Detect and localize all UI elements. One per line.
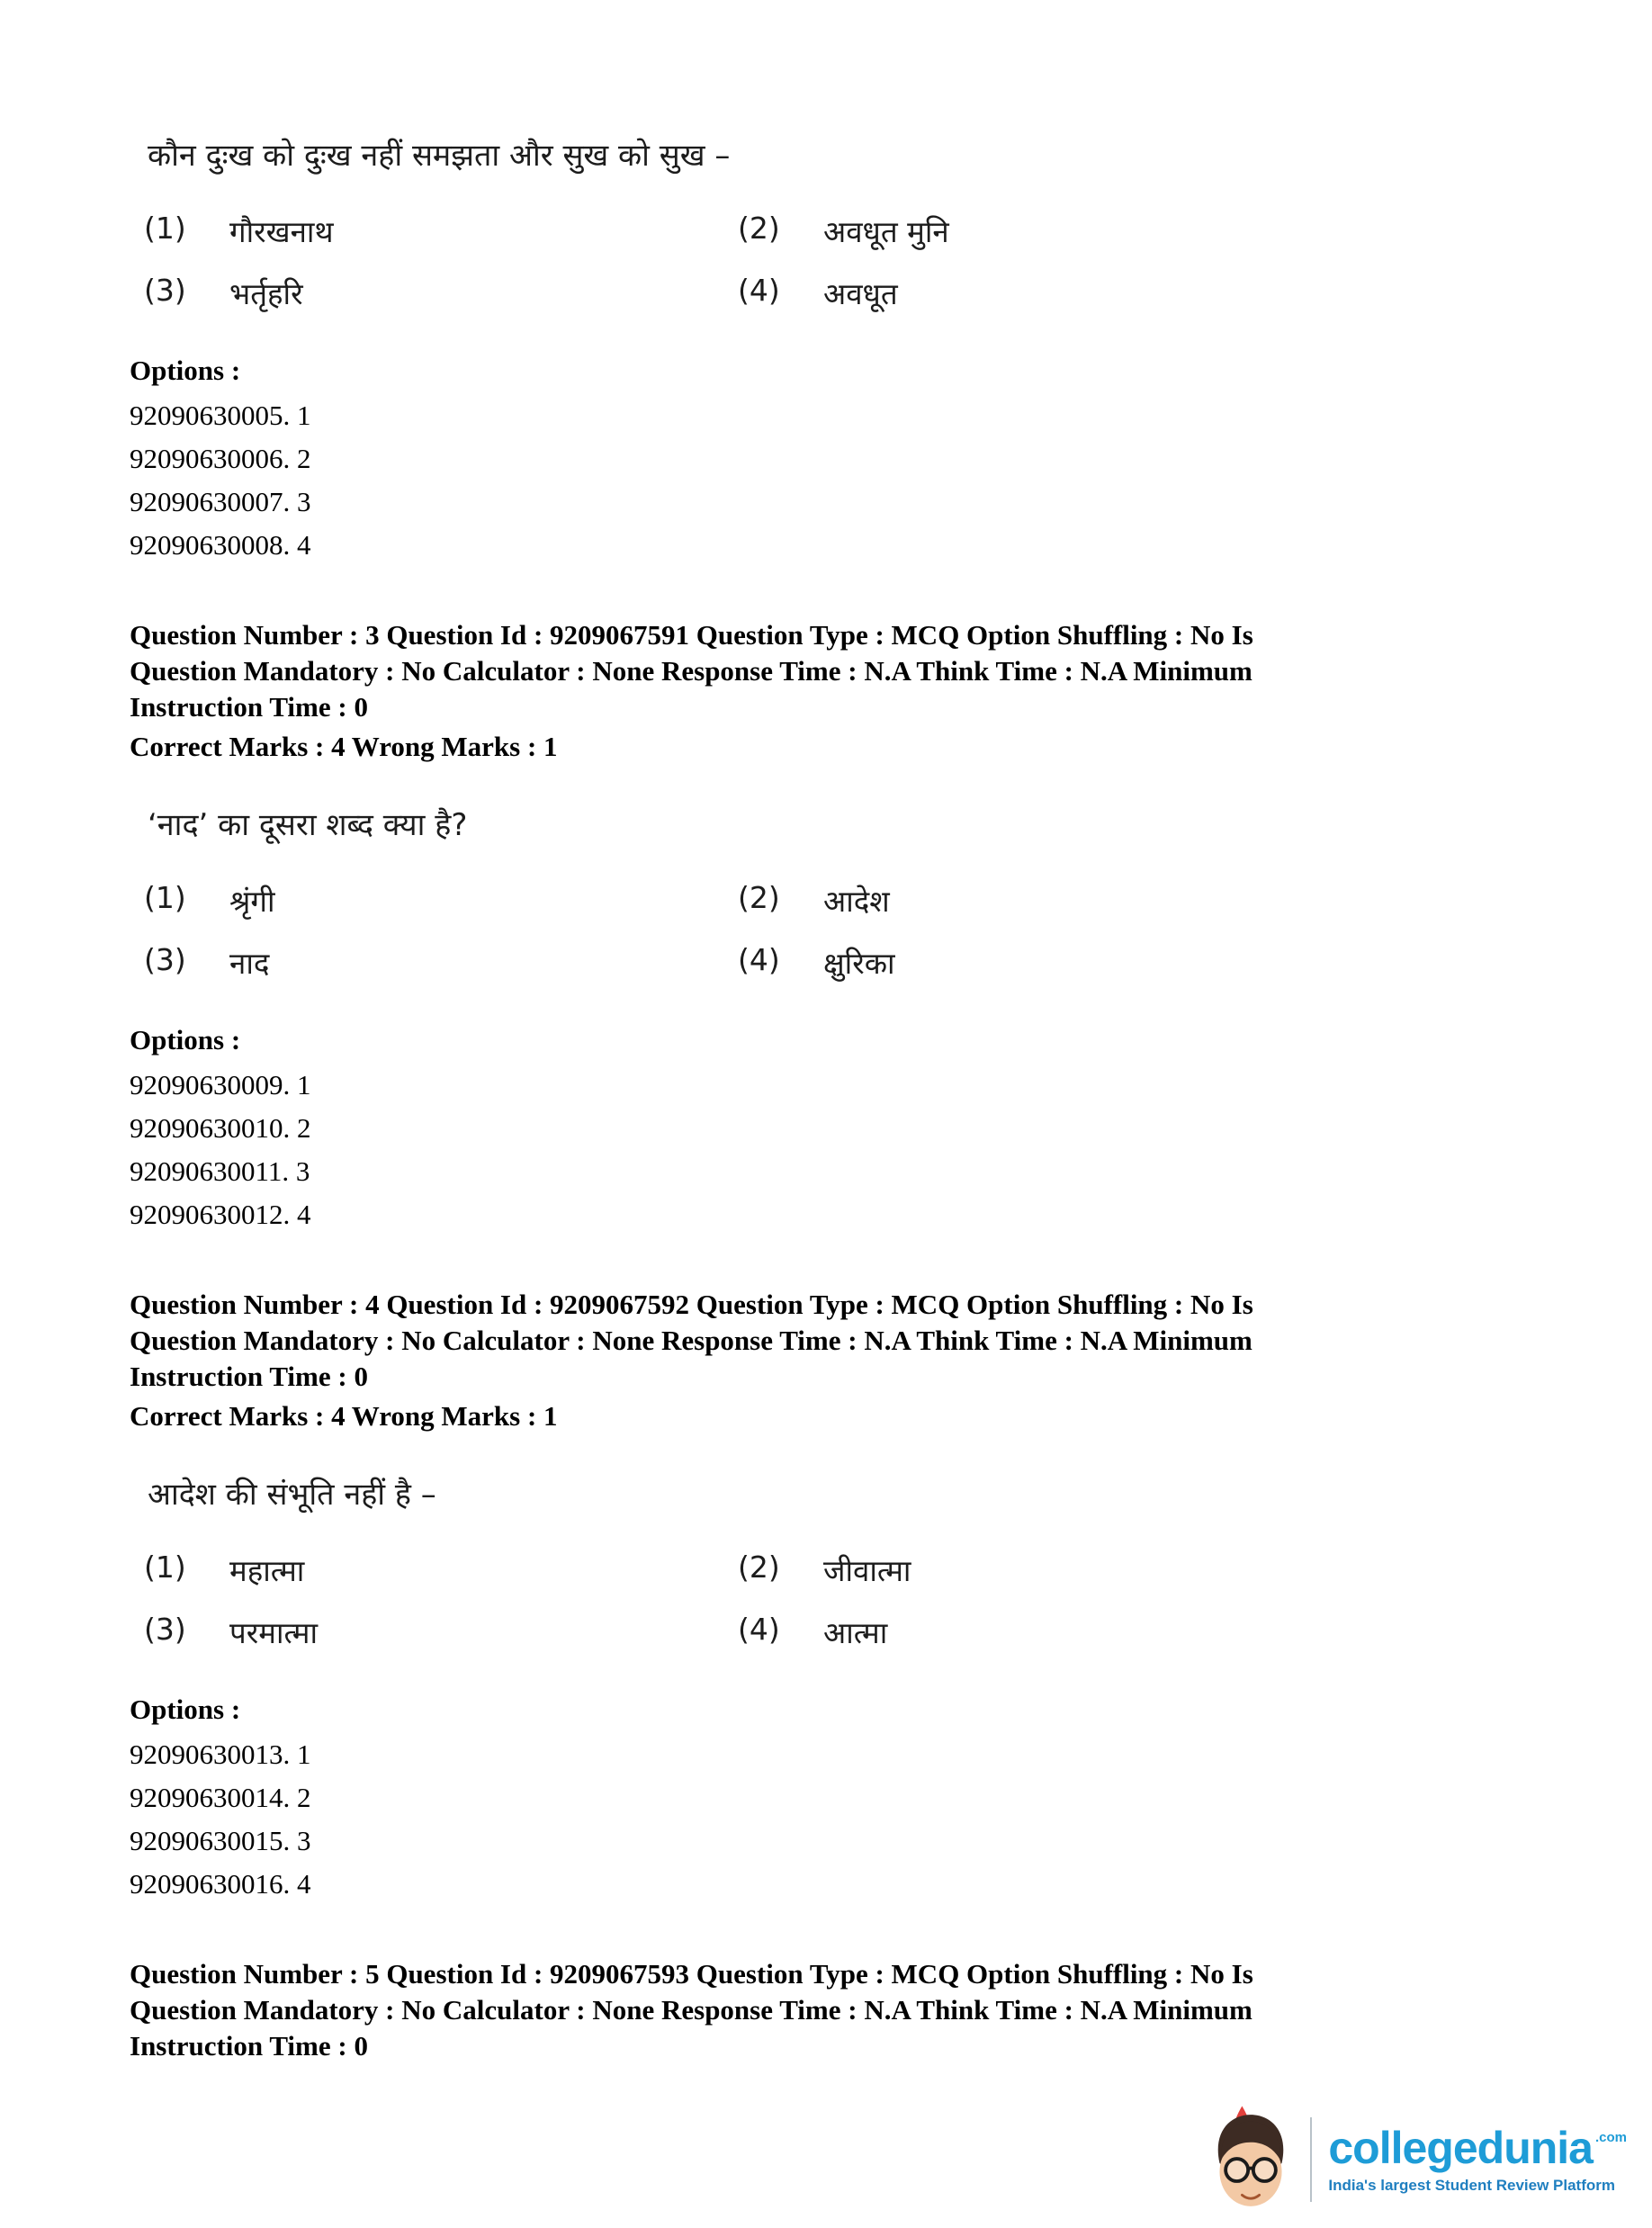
choice-number: (3) [144, 273, 186, 308]
choice-label: आत्मा [823, 1615, 888, 1650]
choice-label: श्रृंगी [229, 884, 275, 919]
marks-line: Correct Marks : 4 Wrong Marks : 1 [130, 731, 558, 762]
question-meta-line: Question Mandatory : No Calculator : None Response Time : N.A Think Time : N.A Minimum [130, 1325, 1252, 1356]
choice-label: अवधूत मुनि [823, 214, 949, 249]
question-meta [130, 1287, 1479, 1395]
choice-number: (3) [144, 942, 186, 977]
option-id: 92090630016. 4 [130, 1868, 311, 1900]
brand-text [1328, 2125, 1627, 2195]
choice-label: नाद [229, 946, 270, 981]
question-meta-line: Question Number : 4 Question Id : 9209067592 Question Type : MCQ Option Shuffling : No Is [130, 1289, 1253, 1320]
choice-list [144, 211, 1526, 313]
option-id-list [130, 1733, 1526, 1906]
option-id-list [130, 394, 1526, 567]
choice-label: अवधूत [823, 276, 898, 311]
choice-number: (4) [738, 1612, 780, 1647]
option-id: 92090630007. 3 [130, 486, 311, 517]
choice-number: (1) [144, 880, 186, 915]
marks-line: Correct Marks : 4 Wrong Marks : 1 [130, 1400, 558, 1432]
choice-number: (1) [144, 211, 186, 246]
option-id: 92090630013. 1 [130, 1738, 311, 1770]
choice-label: गौरखनाथ [229, 214, 334, 249]
options-heading: Options : [130, 355, 241, 386]
choice-number: (2) [738, 211, 780, 246]
choice-label: परमात्मा [229, 1615, 319, 1650]
choice-list [144, 880, 1526, 983]
choice-label: आदेश [823, 884, 890, 919]
choice-label: भर्तृहरि [229, 276, 303, 311]
question-meta-line: Instruction Time : 0 [130, 1361, 368, 1392]
option-id-list [130, 1064, 1526, 1236]
choice-number: (1) [144, 1550, 186, 1585]
choice-number: (3) [144, 1612, 186, 1647]
collegedunia-watermark [1208, 2106, 1627, 2214]
option-id: 92090630009. 1 [130, 1069, 311, 1101]
brand-tagline: India's largest Student Review Platform [1328, 2177, 1615, 2194]
option-id: 92090630008. 4 [130, 529, 311, 561]
option-id: 92090630011. 3 [130, 1155, 310, 1187]
option-id: 92090630012. 4 [130, 1199, 311, 1230]
question-meta-line: Question Mandatory : No Calculator : None Response Time : N.A Think Time : N.A Minimum [130, 655, 1252, 687]
question-text: आदेश की संभूति नहीं है – [148, 1477, 436, 1513]
option-id: 92090630015. 3 [130, 1825, 311, 1856]
brand-name: collegedunia [1328, 2123, 1593, 2173]
question-meta [130, 1956, 1479, 2064]
choice-number: (4) [738, 942, 780, 977]
choice-number: (2) [738, 1550, 780, 1585]
question-text: कौन दुःख को दुःख नहीं समझता और सुख को सुख – [148, 138, 731, 174]
question-block-3 [130, 617, 1526, 1236]
question-meta-line: Instruction Time : 0 [130, 691, 368, 723]
choice-label: जीवात्मा [823, 1553, 911, 1588]
brand-tld: .com [1594, 2130, 1627, 2145]
option-id: 92090630010. 2 [130, 1112, 311, 1144]
question-text: ‘नाद’ का दूसरा शब्द क्या है? [148, 807, 468, 843]
option-id: 92090630006. 2 [130, 443, 311, 474]
choice-label: क्षुरिका [823, 946, 895, 981]
choice-number: (2) [738, 880, 780, 915]
question-block-4 [130, 1287, 1526, 1906]
question-block-2 [130, 133, 1526, 567]
choice-list [144, 1550, 1526, 1652]
option-id: 92090630005. 1 [130, 400, 311, 431]
question-block-5 [130, 1956, 1526, 2064]
choice-label: महात्मा [229, 1553, 305, 1588]
options-heading: Options : [130, 1693, 241, 1725]
options-heading: Options : [130, 1024, 241, 1056]
collegedunia-mascot-icon [1208, 2106, 1294, 2214]
question-meta-line: Question Mandatory : No Calculator : None Response Time : N.A Think Time : N.A Minimum [130, 1994, 1252, 2026]
question-meta-line: Instruction Time : 0 [130, 2030, 368, 2062]
brand-divider [1310, 2117, 1312, 2202]
question-meta-line: Question Number : 3 Question Id : 9209067591 Question Type : MCQ Option Shuffling : No Is [130, 619, 1253, 651]
question-meta-line: Question Number : 5 Question Id : 9209067593 Question Type : MCQ Option Shuffling : No Is [130, 1958, 1253, 1990]
choice-number: (4) [738, 273, 780, 308]
question-meta [130, 617, 1479, 725]
option-id: 92090630014. 2 [130, 1782, 311, 1813]
